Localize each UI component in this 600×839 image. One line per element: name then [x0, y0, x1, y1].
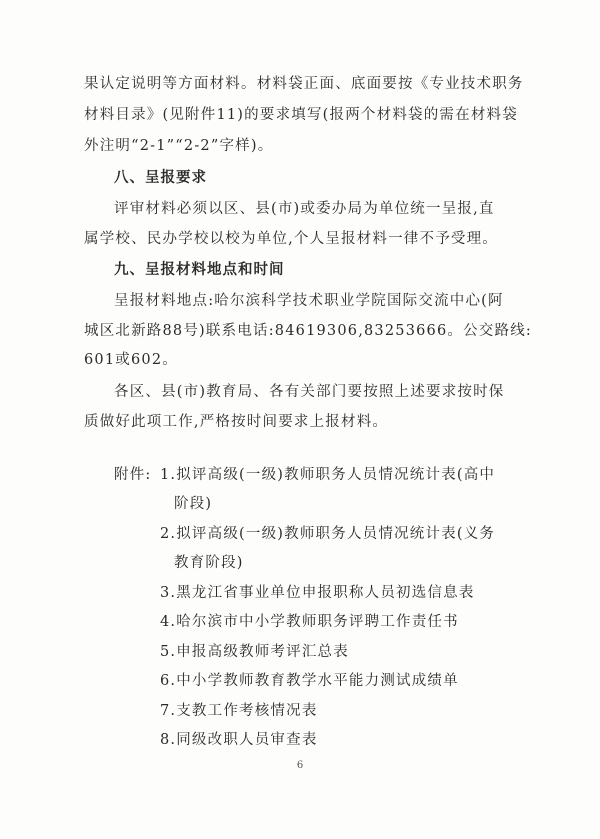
attachment-item-3: 3.黑龙江省事业单位申报职称人员初选信息表: [160, 585, 475, 601]
attachment-item-5: 5.申报高级教师考评汇总表: [160, 644, 349, 660]
attachment-item-4: 4.哈尔滨市中小学教师职务评聘工作责任书: [160, 614, 459, 630]
section9-line-3: 601或602。: [84, 352, 178, 368]
section9-line-2: 城区北新路88号)联系电话:84619306,83253666。公交路线:: [84, 323, 532, 339]
section9-heading: 九、呈报材料地点和时间: [114, 262, 285, 278]
attachment-item-2: 2.拟评高级(一级)教师职务人员情况统计表(义务: [160, 526, 496, 542]
attachment-item-8: 8.同级改职人员审查表: [160, 732, 318, 748]
para1-line-1: 果认定说明等方面材料。材料袋正面、底面要按《专业技术职务: [84, 76, 524, 92]
section9-line-1: 呈报材料地点:哈尔滨科学技术职业学院国际交流中心(阿: [114, 293, 504, 309]
section8-heading: 八、呈报要求: [114, 170, 207, 186]
para1-line-3: 外注明“2-1”“2-2”字样)。: [84, 138, 274, 154]
section8-line-1: 评审材料必须以区、县(市)或委办局为单位统一呈报,直: [114, 201, 495, 217]
attachment-item-6: 6.中小学教师教育教学水平能力测试成绩单: [160, 673, 459, 689]
attachment-item-1-cont: 阶段): [174, 496, 213, 512]
final-para-line-2: 质做好此项工作,严格按时间要求上报材料。: [84, 414, 389, 430]
section8-line-2: 属学校、民办学校以校为单位,个人呈报材料一律不予受理。: [84, 231, 499, 247]
attachment-item-7: 7.支教工作考核情况表: [160, 703, 318, 719]
final-para-line-1: 各区、县(市)教育局、各有关部门要按照上述要求按时保: [114, 384, 505, 400]
attachment-item-2-cont: 教育阶段): [174, 555, 244, 571]
attachments-label: 附件:: [114, 467, 152, 483]
page-number: 6: [296, 760, 304, 771]
para1-line-2: 材料目录》(见附件11)的要求填写(报两个材料袋的需在材料袋: [84, 107, 518, 123]
attachment-item-1: 1.拟评高级(一级)教师职务人员情况统计表(高中: [160, 467, 496, 483]
